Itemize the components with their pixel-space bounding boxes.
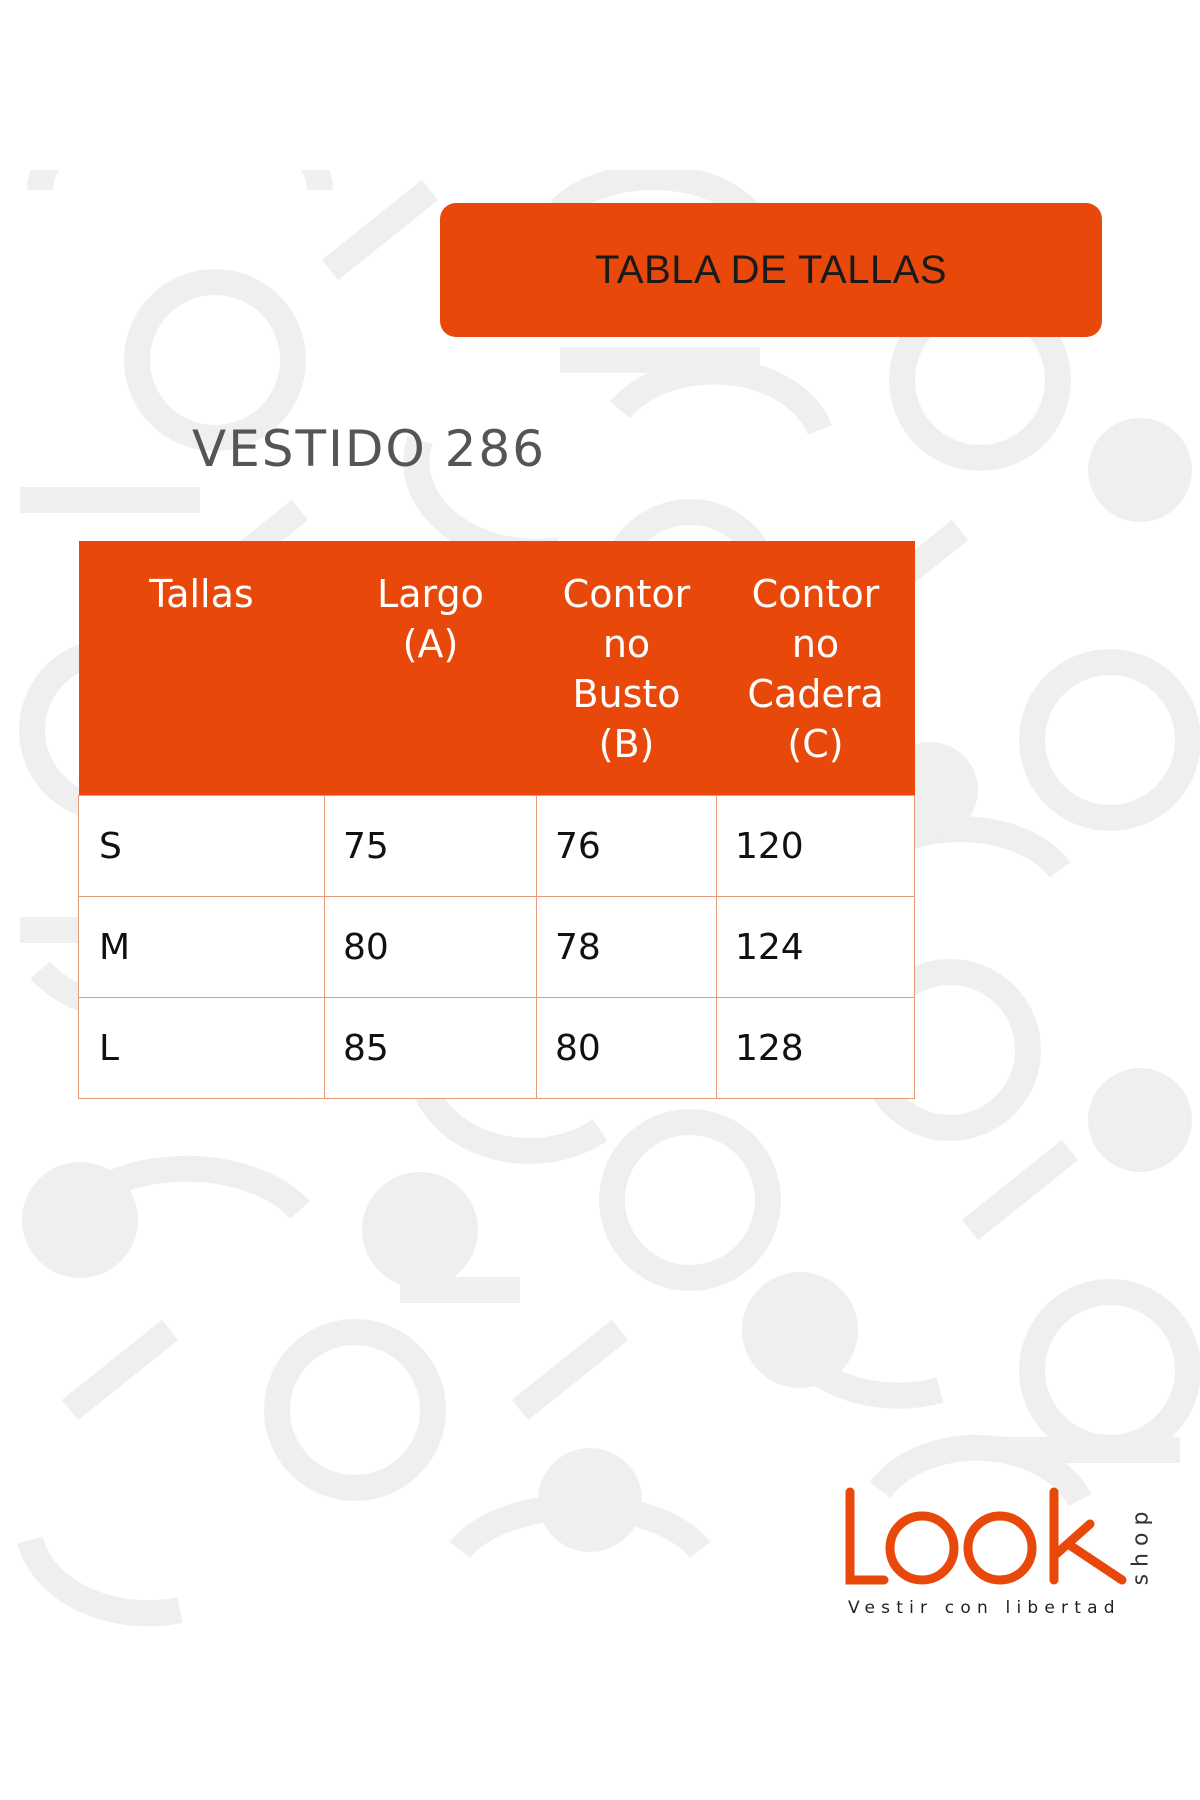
header-line: Contor bbox=[751, 572, 880, 616]
brand-tagline: Vestir con libertad bbox=[848, 1598, 1121, 1618]
largo-cell: 80 bbox=[325, 897, 537, 998]
header-contorno-busto bbox=[537, 541, 717, 796]
cadera-cell: 128 bbox=[717, 998, 915, 1099]
busto-cell: 76 bbox=[537, 796, 717, 897]
header-contorno-cadera bbox=[717, 541, 915, 796]
header-line: (C) bbox=[787, 722, 844, 766]
header-line: Tallas bbox=[149, 572, 254, 616]
header-line: Largo bbox=[377, 572, 484, 616]
product-title: VESTIDO 286 bbox=[192, 420, 547, 478]
largo-cell: 75 bbox=[325, 796, 537, 897]
header-line: Busto bbox=[572, 672, 681, 716]
cadera-cell: 120 bbox=[717, 796, 915, 897]
shop-label bbox=[1126, 1490, 1156, 1600]
table-header-row bbox=[79, 541, 915, 796]
size-table bbox=[78, 541, 915, 1099]
cadera-cell: 124 bbox=[717, 897, 915, 998]
size-chart-banner bbox=[440, 203, 1102, 337]
busto-cell: 78 bbox=[537, 897, 717, 998]
busto-cell: 80 bbox=[537, 998, 717, 1099]
header-line: no bbox=[791, 622, 840, 666]
header-largo bbox=[325, 541, 537, 796]
size-cell: S bbox=[79, 796, 325, 897]
banner-title: TABLA DE TALLAS bbox=[594, 247, 948, 292]
header-line: (B) bbox=[598, 722, 655, 766]
table-row bbox=[79, 897, 915, 998]
logo-mark-icon bbox=[840, 1484, 1140, 1594]
header-tallas bbox=[79, 541, 325, 796]
size-cell: M bbox=[79, 897, 325, 998]
size-cell: L bbox=[79, 998, 325, 1099]
table-row bbox=[79, 998, 915, 1099]
look-logo bbox=[840, 1484, 1170, 1614]
header-line: Contor bbox=[562, 572, 691, 616]
table-row bbox=[79, 796, 915, 897]
header-line: no bbox=[602, 622, 651, 666]
largo-cell: 85 bbox=[325, 998, 537, 1099]
header-line: Cadera bbox=[747, 672, 884, 716]
header-line: (A) bbox=[402, 622, 459, 666]
shop-text: shop bbox=[1128, 1504, 1154, 1586]
